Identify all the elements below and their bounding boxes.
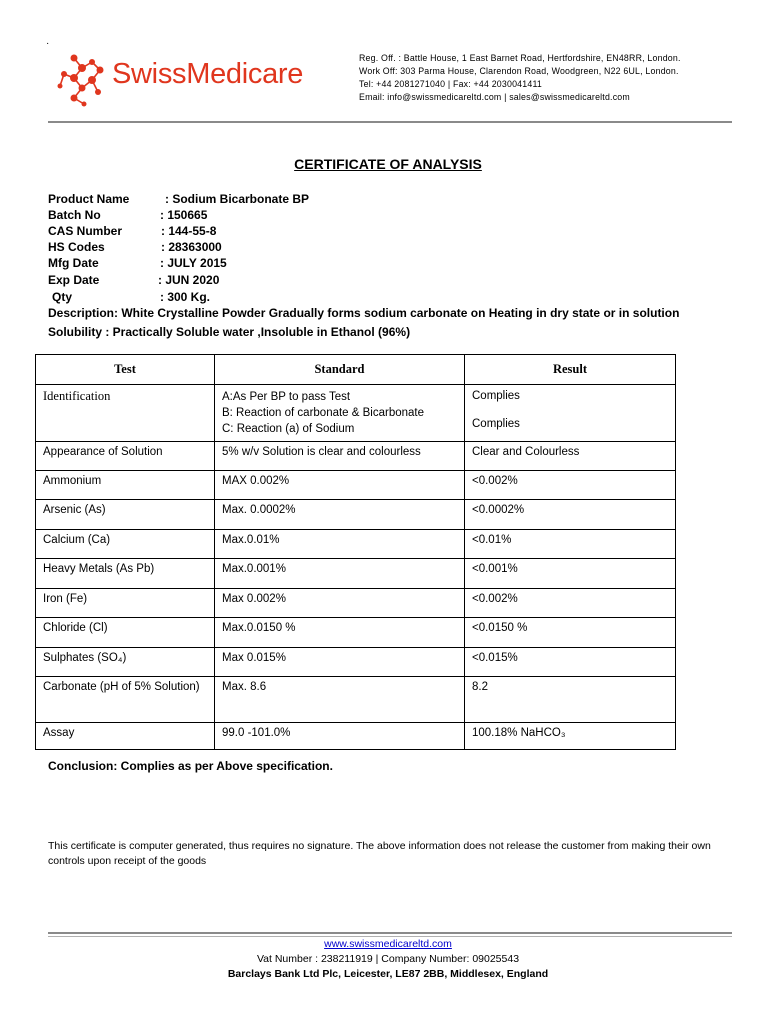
conclusion-text: Conclusion: Complies as per Above specification.: [48, 759, 333, 773]
test-cell: Identification: [36, 385, 215, 442]
result-cell: 100.18% NaHCO₃: [465, 723, 676, 750]
table-row: [36, 500, 676, 530]
standard-cell: 5% w/v Solution is clear and colourless: [215, 442, 465, 471]
field-label-exp-date: Exp Date: [48, 273, 100, 287]
field-label-hs-codes: HS Codes: [48, 240, 105, 254]
standard-cell: Max. 0.0002%: [215, 500, 465, 530]
stray-dot: ·: [46, 38, 50, 49]
result-line: Complies: [472, 418, 520, 430]
vat-company-line: Vat Number : 238211919 | Company Number: 09025543: [256, 953, 520, 965]
header-divider: [48, 121, 732, 123]
test-cell: Assay: [36, 723, 215, 750]
website-link[interactable]: www.swissmedicareltd.com: [324, 938, 452, 950]
standard-cell: Max 0.002%: [215, 589, 465, 618]
address-line: Tel: +44 2081271040 | Fax: +44 2030041411: [359, 79, 542, 89]
test-cell: Chloride (Cl): [36, 618, 215, 648]
document-title: CERTIFICATE OF ANALYSIS: [294, 156, 482, 172]
test-cell: Arsenic (As): [36, 500, 215, 530]
table-row: [36, 442, 676, 471]
standard-cell: Max 0.015%: [215, 648, 465, 677]
address-line: Email: info@swissmedicareltd.com | sales@swissmedicareltd.com: [359, 92, 630, 102]
standard-cell: Max.0.001%: [215, 559, 465, 589]
standard-cell: 99.0 -101.0%: [215, 723, 465, 750]
table-header-row: [36, 355, 676, 385]
company-address: [359, 52, 681, 104]
test-cell: Sulphates (SO₄): [36, 648, 215, 677]
field-label-qty: Qty: [52, 290, 73, 304]
test-cell: Carbonate (pH of 5% Solution): [36, 677, 215, 723]
field-label-mfg-date: Mfg Date: [48, 256, 99, 270]
result-cell: <0.01%: [465, 530, 676, 559]
brand-name: SwissMedicare: [112, 58, 304, 90]
field-value-qty: : 300 Kg.: [160, 290, 211, 304]
result-cell: <0.002%: [465, 471, 676, 500]
standard-cell: [215, 385, 465, 442]
table-row: [36, 589, 676, 618]
result-cell: <0.001%: [465, 559, 676, 589]
result-cell: 8.2: [465, 677, 676, 723]
result-cell: <0.015%: [465, 648, 676, 677]
address-line: Work Off: 303 Parma House, Clarendon Road, Woodgreen, N22 6UL, London.: [359, 66, 679, 76]
product-description: Description: White Crystalline Powder Gradually forms sodium carbonate on Heating in dry state or in solution: [48, 306, 680, 320]
standard-cell: MAX 0.002%: [215, 471, 465, 500]
table-row: [36, 471, 676, 500]
table-row: [36, 677, 676, 723]
company-logo: [52, 48, 332, 108]
column-header-standard: Standard: [215, 355, 465, 385]
test-cell: Heavy Metals (As Pb): [36, 559, 215, 589]
footer: [0, 937, 768, 982]
standard-cell: Max. 8.6: [215, 677, 465, 723]
standard-cell: Max.0.0150 %: [215, 618, 465, 648]
field-value-cas-number: : 144-55-8: [161, 224, 217, 238]
specification-table: [35, 354, 676, 750]
test-cell: Ammonium: [36, 471, 215, 500]
result-cell: <0.0150 %: [465, 618, 676, 648]
test-cell: Calcium (Ca): [36, 530, 215, 559]
table-row: [36, 559, 676, 589]
test-cell: Appearance of Solution: [36, 442, 215, 471]
result-cell: <0.0002%: [465, 500, 676, 530]
table-row: [36, 723, 676, 750]
result-cell: Clear and Colourless: [465, 442, 676, 471]
field-label-product-name: Product Name: [48, 192, 130, 206]
result-cell: [465, 385, 676, 442]
molecule-logo-icon: [52, 48, 114, 110]
column-header-result: Result: [465, 355, 676, 385]
address-line: Reg. Off. : Battle House, 1 East Barnet Road, Hertfordshire, EN48RR, London.: [359, 53, 681, 63]
footer-divider: [48, 932, 732, 934]
standard-line: A:As Per BP to pass Test: [222, 391, 351, 403]
table-row: [36, 618, 676, 648]
disclaimer-note: This certificate is computer generated, thus requires no signature. The above information does not release the customer from making their own controls upon receipt of the goods: [48, 840, 711, 867]
table-row-identification: [36, 385, 676, 442]
table-row: [36, 530, 676, 559]
standard-cell: Max.0.01%: [215, 530, 465, 559]
result-line: Complies: [472, 390, 520, 402]
field-value-batch-no: : 150665: [160, 208, 208, 222]
column-header-test: Test: [36, 355, 215, 385]
field-value-hs-codes: : 28363000: [161, 240, 222, 254]
field-value-mfg-date: : JULY 2015: [160, 256, 227, 270]
product-solubility: Solubility : Practically Soluble water ,Insoluble in Ethanol (96%): [48, 325, 411, 339]
field-value-product-name: : Sodium Bicarbonate BP: [165, 192, 310, 206]
field-value-exp-date: : JUN 2020: [158, 273, 220, 287]
field-label-batch-no: Batch No: [48, 208, 101, 222]
test-cell: Iron (Fe): [36, 589, 215, 618]
result-cell: <0.002%: [465, 589, 676, 618]
bank-address-line: Barclays Bank Ltd Plc, Leicester, LE87 2BB, Middlesex, England: [227, 968, 549, 980]
standard-line: B: Reaction of carbonate & Bicarbonate: [222, 407, 425, 419]
standard-line: C: Reaction (a) of Sodium: [222, 423, 355, 435]
table-row: [36, 648, 676, 677]
field-label-cas-number: CAS Number: [48, 224, 123, 238]
